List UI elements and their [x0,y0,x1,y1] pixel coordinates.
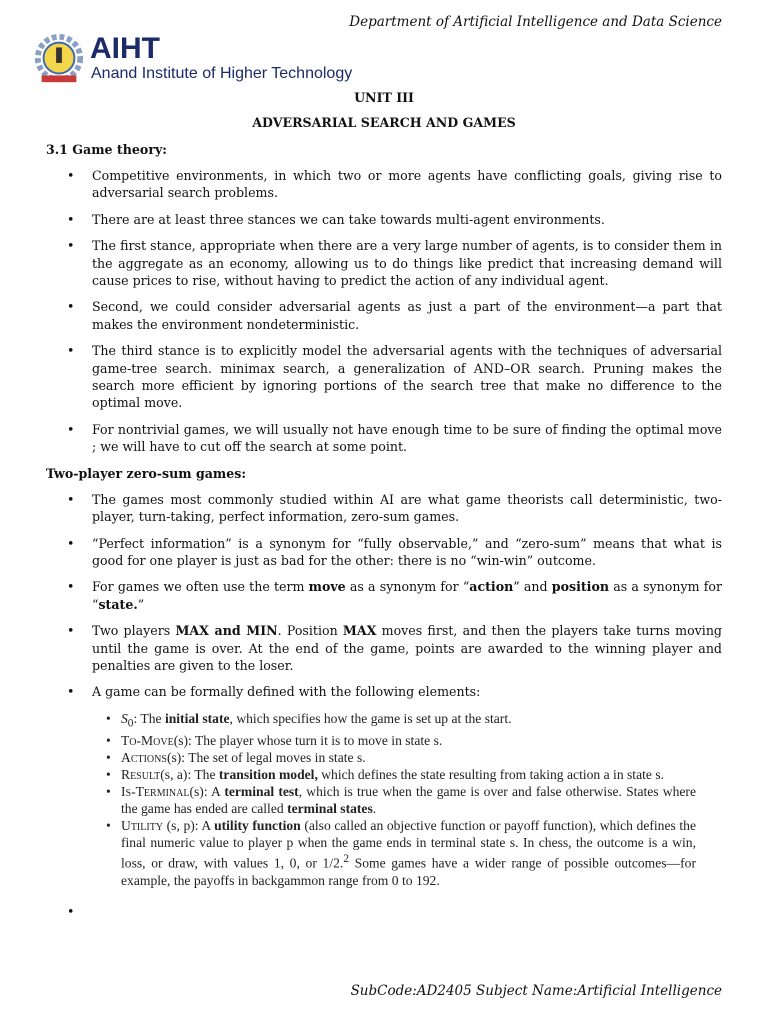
textbook-excerpt-image [106,710,696,889]
list-item: • For nontrivial games, we will usually not have enough time to be sure of finding the optimal move ; we will have to cut off the search at some point. [67,421,722,455]
bullet: • [67,421,75,437]
bullet: • [67,299,75,315]
bullet: • [67,535,75,551]
bullet: • [67,623,75,639]
document-body [46,141,722,920]
list-item: • For games we often use the term move as a synonym for “action” and position as a synonym for “state.” [67,579,722,612]
bullet: • [67,211,75,227]
bullet: • [67,491,75,507]
logo-full: Anand Institute of Higher Technology [91,65,353,82]
bullet: • [67,343,75,359]
institute-logo [32,33,392,89]
list-item: • “Perfect information” is a synonym for “fully observable,” and “zero-sum” means that what is good for one player is just as bad for the other: there is no “win-win” outcome. [67,535,722,568]
list-item: • Two players MAX and MIN. Position MAX moves first, and then the players take turns moving until the game is over. At the end of the game, points are awarded to the winning player and penalties are given to the loser. [67,623,722,673]
logo-short: AIHT [90,32,160,65]
list-item: • The first stance, appropriate when there are a very large number of agents, is to consider them in the aggregate as an economy, allowing us to do things like predict that increasing demand will cause prices to rise, without having to predict the action of any individual agent. [67,238,722,289]
empty-bullet: • [67,904,75,919]
list-item: • A game can be formally defined with the following elements: [67,684,481,700]
list-item: • The third stance is to explicitly model the adversarial agents with the techniques of adversarial game-tree search. minimax search, a generalization of AND–OR search. Pruning makes the search more efficient by ignoring portions of the search tree that make no difference to the optimal move. [67,343,722,411]
emblem-icon [32,33,86,87]
element-to-move: • To-Move(s): The player whose turn it is to move in state s. [106,732,696,749]
element-utility: • Utility (s, p): A utility function (also called an objective function or payoff function), which defines the final numeric value to player p when the game ends in terminal state s. In chess, the outcome is a win, loss, or draw, with values 1, 0, or 1/2.$^2$ Some games have a wider range of possible outcomes—for example, the payoffs in backgammon range from 0 to 192. [106,817,696,889]
element-result: • Result(s, a): The transition model, which defines the state resulting from taking action a in state s. [106,766,696,783]
section-heading: 3.1 Game theory: [46,142,167,157]
page-header: Department of Artificial Intelligence and Data Science [349,14,722,30]
element-actions: • Actions(s): The set of legal moves in state s. [106,749,696,766]
page-title: ADVERSARIAL SEARCH AND GAMES [252,115,516,130]
unit-heading: UNIT III [354,90,414,105]
list-item: • There are at least three stances we can take towards multi-agent environments. [67,211,605,227]
element-initial-state: • $S_0$: The initial state, which specifies how the game is set up at the start. [106,710,696,733]
page-footer: SubCode:AD2405 Subject Name:Artificial Intelligence [350,983,722,999]
bullet: • [67,579,75,595]
bullet: • [67,168,75,183]
list-item: • The games most commonly studied within AI are what game theorists call deterministic, two-player, turn-taking, perfect information, zero-sum games. [67,491,722,525]
bullet: • [67,238,75,254]
list-item: • Second, we could consider adversarial agents as just a part of the environment—a part that makes the environment nondeterministic. [67,299,722,332]
element-is-terminal: • Is-Terminal(s): A terminal test, which is true when the game is over and false otherwise. States where the game has ended are called terminal states. [106,783,696,817]
bullet: • [67,684,75,700]
section-heading: Two-player zero-sum games: [46,465,246,481]
list-item: • Competitive environments, in which two or more agents have conflicting goals, giving rise to adversarial search problems. [67,168,722,201]
